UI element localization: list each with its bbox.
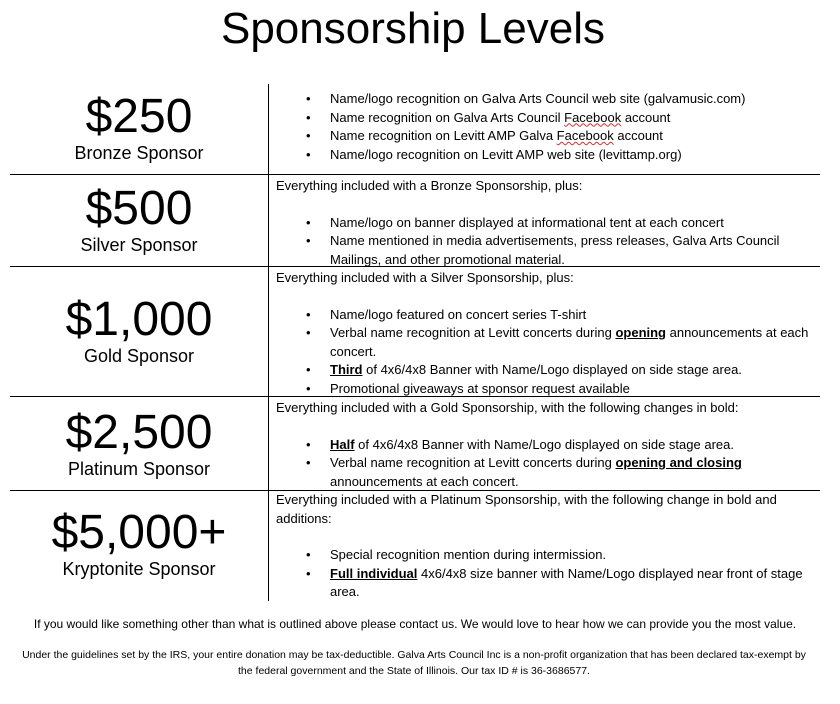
- level-bronze: [10, 84, 820, 174]
- benefit-item: • Name/logo recognition on Levitt AMP web site (levittamp.org): [276, 146, 820, 165]
- column-divider: [268, 175, 269, 267]
- benefit-list: [276, 90, 820, 164]
- benefit-list: [276, 214, 820, 270]
- benefit-intro: Everything included with a Gold Sponsorship, with the following changes in bold:: [276, 400, 739, 415]
- benefit-list: [276, 436, 820, 492]
- level-price-block: [10, 397, 268, 491]
- benefit-intro: Everything included with a Bronze Sponsorship, plus:: [276, 178, 583, 193]
- level-name: Gold Sponsor: [83, 346, 195, 366]
- benefit-item: • Full individual 4x6/4x8 size banner with Name/Logo displayed near front of stage area.: [276, 565, 820, 602]
- benefit-item: • Verbal name recognition at Levitt concerts during opening and closing announcements at each concert.: [276, 454, 820, 491]
- benefit-intro: Everything included with a Platinum Sponsorship, with the following change in bold and additions:: [276, 492, 777, 526]
- level-benefits: [276, 491, 820, 602]
- benefit-item: • Name mentioned in media advertisements, press releases, Galva Arts Council Mailings, and other promotional material.: [276, 232, 820, 269]
- level-benefits: [276, 175, 820, 269]
- level-name: Silver Sponsor: [80, 235, 198, 255]
- level-silver: [10, 174, 820, 267]
- tax-note: Under the guidelines set by the IRS, your entire donation may be tax-deductible. Galva Arts Council Inc is a non-profit organization that has been declared tax-exempt by the federal government and the State of Illinois. Our tax ID # is 36-3686577.: [22, 649, 806, 677]
- level-price-block: [10, 267, 268, 397]
- page-title: Sponsorship Levels: [220, 4, 605, 53]
- level-platinum: [10, 396, 820, 491]
- level-name: Platinum Sponsor: [67, 459, 211, 479]
- level-amount: $2,500: [65, 406, 213, 459]
- column-divider: [268, 491, 269, 601]
- benefit-item: • Half of 4x6/4x8 Banner with Name/Logo displayed on side stage area.: [276, 436, 820, 455]
- benefit-item: • Name/logo recognition on Galva Arts Council web site (galvamusic.com): [276, 90, 820, 109]
- column-divider: [268, 397, 269, 491]
- benefit-item: • Name recognition on Galva Arts Council Facebook account: [276, 109, 820, 128]
- level-benefits: [276, 84, 820, 164]
- level-amount: $500: [85, 182, 193, 235]
- level-amount: $1,000: [65, 293, 213, 346]
- level-kryptonite: [10, 490, 820, 601]
- column-divider: [268, 267, 269, 397]
- benefit-item: • Promotional giveaways at sponsor request available: [276, 380, 820, 399]
- level-benefits: [276, 397, 820, 491]
- benefit-list: [276, 546, 820, 602]
- benefit-item: • Special recognition mention during intermission.: [276, 546, 820, 565]
- level-amount: $250: [85, 90, 193, 143]
- benefit-item: • Name/logo featured on concert series T-shirt: [276, 306, 820, 325]
- contact-note: If you would like something other than what is outlined above please contact us. We would love to hear how we can provide you the most value.: [33, 617, 797, 631]
- benefit-item: • Verbal name recognition at Levitt concerts during opening announcements at each concert.: [276, 324, 820, 361]
- benefit-list: [276, 306, 820, 399]
- level-name: Kryptonite Sponsor: [62, 559, 216, 579]
- level-amount: $5,000+: [51, 506, 227, 559]
- level-gold: [10, 266, 820, 397]
- benefit-item: • Name recognition on Levitt AMP Galva Facebook account: [276, 127, 820, 146]
- benefit-item: • Name/logo on banner displayed at informational tent at each concert: [276, 214, 820, 233]
- column-divider: [268, 84, 269, 174]
- benefit-intro: Everything included with a Silver Sponsorship, plus:: [276, 270, 574, 285]
- level-price-block: [10, 175, 268, 267]
- benefit-item: • Third of 4x6/4x8 Banner with Name/Logo displayed on side stage area.: [276, 361, 820, 380]
- level-name: Bronze Sponsor: [74, 143, 204, 163]
- level-price-block: [10, 491, 268, 601]
- level-benefits: [276, 267, 820, 399]
- level-price-block: [10, 84, 268, 174]
